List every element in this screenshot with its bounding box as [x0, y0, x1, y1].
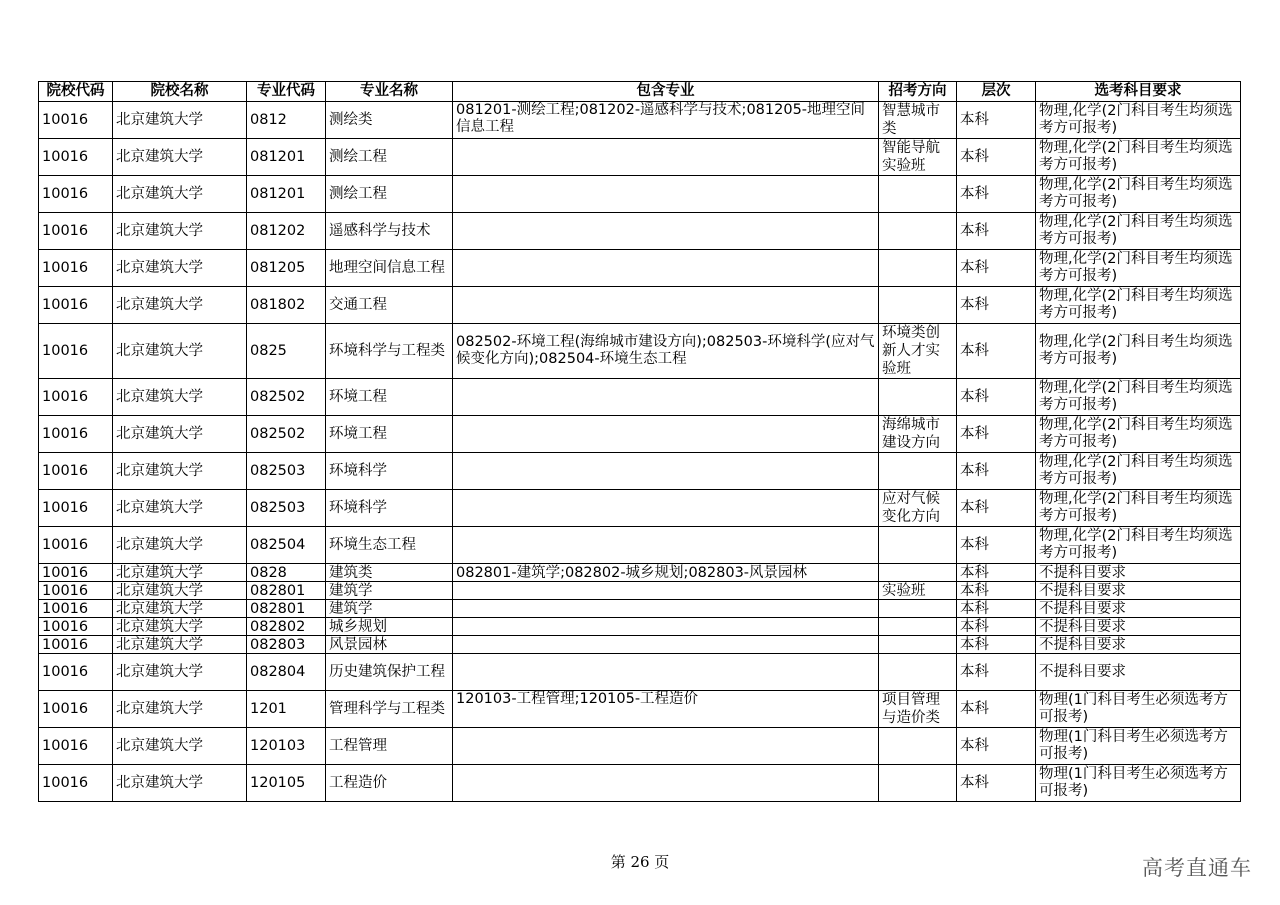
cell-subject-requirement: 物理,化学(2门科目考生均须选考方可报考)	[1036, 213, 1241, 250]
cell-school-code: 10016	[39, 564, 113, 582]
table-row	[39, 636, 1241, 654]
cell-school-name: 北京建筑大学	[113, 416, 247, 453]
cell-level: 本科	[957, 250, 1036, 287]
header-included-majors: 包含专业	[453, 82, 879, 102]
cell-included-majors	[453, 453, 879, 490]
cell-included-majors	[453, 636, 879, 654]
cell-major-code: 082503	[247, 453, 326, 490]
cell-school-code: 10016	[39, 765, 113, 802]
cell-included-majors	[453, 379, 879, 416]
cell-level: 本科	[957, 618, 1036, 636]
cell-major-code: 082801	[247, 582, 326, 600]
cell-school-name: 北京建筑大学	[113, 176, 247, 213]
cell-included-majors	[453, 654, 879, 691]
cell-level: 本科	[957, 139, 1036, 176]
cell-included-majors: 082801-建筑学;082802-城乡规划;082803-风景园林	[453, 564, 879, 582]
cell-level: 本科	[957, 600, 1036, 618]
cell-direction	[879, 654, 957, 691]
cell-school-name: 北京建筑大学	[113, 636, 247, 654]
cell-major-code: 082804	[247, 654, 326, 691]
cell-school-code: 10016	[39, 324, 113, 379]
cell-subject-requirement: 物理,化学(2门科目考生均须选考方可报考)	[1036, 250, 1241, 287]
cell-school-code: 10016	[39, 213, 113, 250]
cell-subject-requirement: 物理,化学(2门科目考生均须选考方可报考)	[1036, 324, 1241, 379]
cell-major-code: 082503	[247, 490, 326, 527]
cell-school-code: 10016	[39, 416, 113, 453]
table-header-row	[39, 82, 1241, 102]
table-row	[39, 691, 1241, 728]
cell-school-name: 北京建筑大学	[113, 453, 247, 490]
cell-included-majors: 120103-工程管理;120105-工程造价	[453, 691, 879, 728]
cell-school-name: 北京建筑大学	[113, 139, 247, 176]
cell-school-code: 10016	[39, 691, 113, 728]
cell-subject-requirement: 不提科目要求	[1036, 564, 1241, 582]
cell-school-code: 10016	[39, 654, 113, 691]
cell-school-name: 北京建筑大学	[113, 618, 247, 636]
header-direction: 招考方向	[879, 82, 957, 102]
cell-included-majors	[453, 287, 879, 324]
cell-major-name: 管理科学与工程类	[326, 691, 453, 728]
cell-major-name: 遥感科学与技术	[326, 213, 453, 250]
table-row	[39, 102, 1241, 139]
cell-school-name: 北京建筑大学	[113, 379, 247, 416]
cell-included-majors	[453, 176, 879, 213]
cell-level: 本科	[957, 728, 1036, 765]
cell-direction	[879, 287, 957, 324]
cell-major-name: 测绘工程	[326, 139, 453, 176]
table-row	[39, 582, 1241, 600]
cell-included-majors	[453, 600, 879, 618]
cell-major-name: 环境生态工程	[326, 527, 453, 564]
admission-table	[38, 81, 1241, 802]
cell-school-code: 10016	[39, 250, 113, 287]
cell-major-name: 风景园林	[326, 636, 453, 654]
watermark-text: 高考直通车	[1142, 856, 1252, 880]
cell-level: 本科	[957, 416, 1036, 453]
cell-school-code: 10016	[39, 490, 113, 527]
cell-direction	[879, 636, 957, 654]
cell-major-code: 081802	[247, 287, 326, 324]
cell-major-name: 建筑类	[326, 564, 453, 582]
table-row	[39, 324, 1241, 379]
cell-included-majors	[453, 582, 879, 600]
cell-subject-requirement: 物理,化学(2门科目考生均须选考方可报考)	[1036, 102, 1241, 139]
cell-direction	[879, 379, 957, 416]
cell-subject-requirement: 不提科目要求	[1036, 654, 1241, 691]
cell-subject-requirement: 不提科目要求	[1036, 582, 1241, 600]
cell-direction	[879, 527, 957, 564]
cell-direction	[879, 250, 957, 287]
cell-included-majors: 081201-测绘工程;081202-遥感科学与技术;081205-地理空间信息工程	[453, 102, 879, 139]
cell-subject-requirement: 物理,化学(2门科目考生均须选考方可报考)	[1036, 139, 1241, 176]
cell-major-name: 环境工程	[326, 379, 453, 416]
table-row	[39, 600, 1241, 618]
cell-school-code: 10016	[39, 102, 113, 139]
cell-major-name: 测绘类	[326, 102, 453, 139]
cell-direction: 实验班	[879, 582, 957, 600]
cell-school-code: 10016	[39, 618, 113, 636]
cell-direction	[879, 618, 957, 636]
cell-major-code: 081201	[247, 176, 326, 213]
cell-major-code: 081202	[247, 213, 326, 250]
cell-included-majors	[453, 416, 879, 453]
cell-direction	[879, 728, 957, 765]
cell-major-code: 0825	[247, 324, 326, 379]
cell-included-majors	[453, 618, 879, 636]
cell-subject-requirement: 物理(1门科目考生必须选考方可报考)	[1036, 765, 1241, 802]
cell-major-name: 历史建筑保护工程	[326, 654, 453, 691]
header-school-name: 院校名称	[113, 82, 247, 102]
table-row	[39, 176, 1241, 213]
cell-school-code: 10016	[39, 582, 113, 600]
cell-included-majors	[453, 213, 879, 250]
cell-direction: 项目管理与造价类	[879, 691, 957, 728]
cell-level: 本科	[957, 564, 1036, 582]
table-row	[39, 379, 1241, 416]
cell-major-code: 081201	[247, 139, 326, 176]
cell-level: 本科	[957, 765, 1036, 802]
cell-school-name: 北京建筑大学	[113, 728, 247, 765]
cell-school-code: 10016	[39, 139, 113, 176]
cell-level: 本科	[957, 176, 1036, 213]
table-row	[39, 453, 1241, 490]
cell-subject-requirement: 不提科目要求	[1036, 600, 1241, 618]
cell-major-name: 地理空间信息工程	[326, 250, 453, 287]
cell-subject-requirement: 物理,化学(2门科目考生均须选考方可报考)	[1036, 287, 1241, 324]
cell-level: 本科	[957, 324, 1036, 379]
cell-subject-requirement: 不提科目要求	[1036, 618, 1241, 636]
cell-direction	[879, 564, 957, 582]
cell-school-code: 10016	[39, 176, 113, 213]
cell-direction: 环境类创新人才实验班	[879, 324, 957, 379]
table-row	[39, 728, 1241, 765]
cell-subject-requirement: 物理,化学(2门科目考生均须选考方可报考)	[1036, 379, 1241, 416]
cell-direction: 智慧城市类	[879, 102, 957, 139]
page-number: 第 26 页	[610, 853, 670, 871]
cell-direction	[879, 176, 957, 213]
cell-major-code: 120103	[247, 728, 326, 765]
cell-level: 本科	[957, 582, 1036, 600]
cell-subject-requirement: 物理,化学(2门科目考生均须选考方可报考)	[1036, 527, 1241, 564]
cell-included-majors	[453, 765, 879, 802]
cell-included-majors	[453, 139, 879, 176]
cell-school-code: 10016	[39, 600, 113, 618]
cell-major-name: 工程管理	[326, 728, 453, 765]
cell-school-name: 北京建筑大学	[113, 250, 247, 287]
cell-direction: 应对气候变化方向	[879, 490, 957, 527]
cell-major-code: 082502	[247, 379, 326, 416]
cell-included-majors: 082502-环境工程(海绵城市建设方向);082503-环境科学(应对气候变化方向);082504-环境生态工程	[453, 324, 879, 379]
cell-major-name: 环境科学	[326, 490, 453, 527]
cell-school-code: 10016	[39, 379, 113, 416]
cell-major-code: 082803	[247, 636, 326, 654]
cell-major-code: 081205	[247, 250, 326, 287]
cell-school-name: 北京建筑大学	[113, 582, 247, 600]
cell-major-code: 0828	[247, 564, 326, 582]
cell-direction	[879, 600, 957, 618]
cell-major-code: 120105	[247, 765, 326, 802]
cell-major-name: 测绘工程	[326, 176, 453, 213]
cell-level: 本科	[957, 379, 1036, 416]
cell-school-name: 北京建筑大学	[113, 527, 247, 564]
cell-school-name: 北京建筑大学	[113, 691, 247, 728]
cell-major-code: 082801	[247, 600, 326, 618]
cell-school-code: 10016	[39, 728, 113, 765]
table-row	[39, 527, 1241, 564]
header-subject-requirement: 选考科目要求	[1036, 82, 1241, 102]
cell-school-code: 10016	[39, 453, 113, 490]
cell-level: 本科	[957, 102, 1036, 139]
header-school-code: 院校代码	[39, 82, 113, 102]
table-row	[39, 618, 1241, 636]
cell-major-name: 城乡规划	[326, 618, 453, 636]
cell-school-name: 北京建筑大学	[113, 102, 247, 139]
header-major-code: 专业代码	[247, 82, 326, 102]
cell-school-name: 北京建筑大学	[113, 213, 247, 250]
cell-level: 本科	[957, 636, 1036, 654]
cell-direction: 智能导航实验班	[879, 139, 957, 176]
table-row	[39, 765, 1241, 802]
cell-major-code: 0812	[247, 102, 326, 139]
cell-subject-requirement: 物理,化学(2门科目考生均须选考方可报考)	[1036, 490, 1241, 527]
cell-major-name: 环境科学	[326, 453, 453, 490]
table-row	[39, 564, 1241, 582]
cell-major-name: 建筑学	[326, 582, 453, 600]
table-row	[39, 490, 1241, 527]
table-row	[39, 287, 1241, 324]
cell-major-name: 环境科学与工程类	[326, 324, 453, 379]
cell-school-name: 北京建筑大学	[113, 654, 247, 691]
cell-subject-requirement: 物理,化学(2门科目考生均须选考方可报考)	[1036, 453, 1241, 490]
cell-school-name: 北京建筑大学	[113, 324, 247, 379]
cell-major-name: 工程造价	[326, 765, 453, 802]
header-major-name: 专业名称	[326, 82, 453, 102]
cell-subject-requirement: 物理,化学(2门科目考生均须选考方可报考)	[1036, 176, 1241, 213]
cell-school-name: 北京建筑大学	[113, 287, 247, 324]
cell-school-name: 北京建筑大学	[113, 600, 247, 618]
cell-included-majors	[453, 490, 879, 527]
cell-level: 本科	[957, 490, 1036, 527]
cell-level: 本科	[957, 453, 1036, 490]
cell-included-majors	[453, 250, 879, 287]
cell-major-code: 082502	[247, 416, 326, 453]
cell-level: 本科	[957, 654, 1036, 691]
cell-major-name: 交通工程	[326, 287, 453, 324]
cell-school-name: 北京建筑大学	[113, 564, 247, 582]
cell-subject-requirement: 不提科目要求	[1036, 636, 1241, 654]
cell-major-name: 环境工程	[326, 416, 453, 453]
cell-subject-requirement: 物理(1门科目考生必须选考方可报考)	[1036, 691, 1241, 728]
cell-level: 本科	[957, 527, 1036, 564]
cell-school-name: 北京建筑大学	[113, 490, 247, 527]
cell-school-name: 北京建筑大学	[113, 765, 247, 802]
cell-direction	[879, 453, 957, 490]
header-level: 层次	[957, 82, 1036, 102]
cell-major-code: 082504	[247, 527, 326, 564]
table-row	[39, 416, 1241, 453]
cell-subject-requirement: 物理(1门科目考生必须选考方可报考)	[1036, 728, 1241, 765]
cell-direction: 海绵城市建设方向	[879, 416, 957, 453]
table-row	[39, 250, 1241, 287]
cell-level: 本科	[957, 213, 1036, 250]
table-body	[39, 102, 1241, 802]
cell-school-code: 10016	[39, 287, 113, 324]
table-row	[39, 213, 1241, 250]
table-row	[39, 139, 1241, 176]
cell-direction	[879, 765, 957, 802]
cell-level: 本科	[957, 287, 1036, 324]
cell-major-code: 082802	[247, 618, 326, 636]
cell-level: 本科	[957, 691, 1036, 728]
cell-direction	[879, 213, 957, 250]
cell-major-code: 1201	[247, 691, 326, 728]
cell-included-majors	[453, 527, 879, 564]
table-row	[39, 654, 1241, 691]
cell-major-name: 建筑学	[326, 600, 453, 618]
cell-subject-requirement: 物理,化学(2门科目考生均须选考方可报考)	[1036, 416, 1241, 453]
cell-school-code: 10016	[39, 527, 113, 564]
cell-school-code: 10016	[39, 636, 113, 654]
cell-included-majors	[453, 728, 879, 765]
